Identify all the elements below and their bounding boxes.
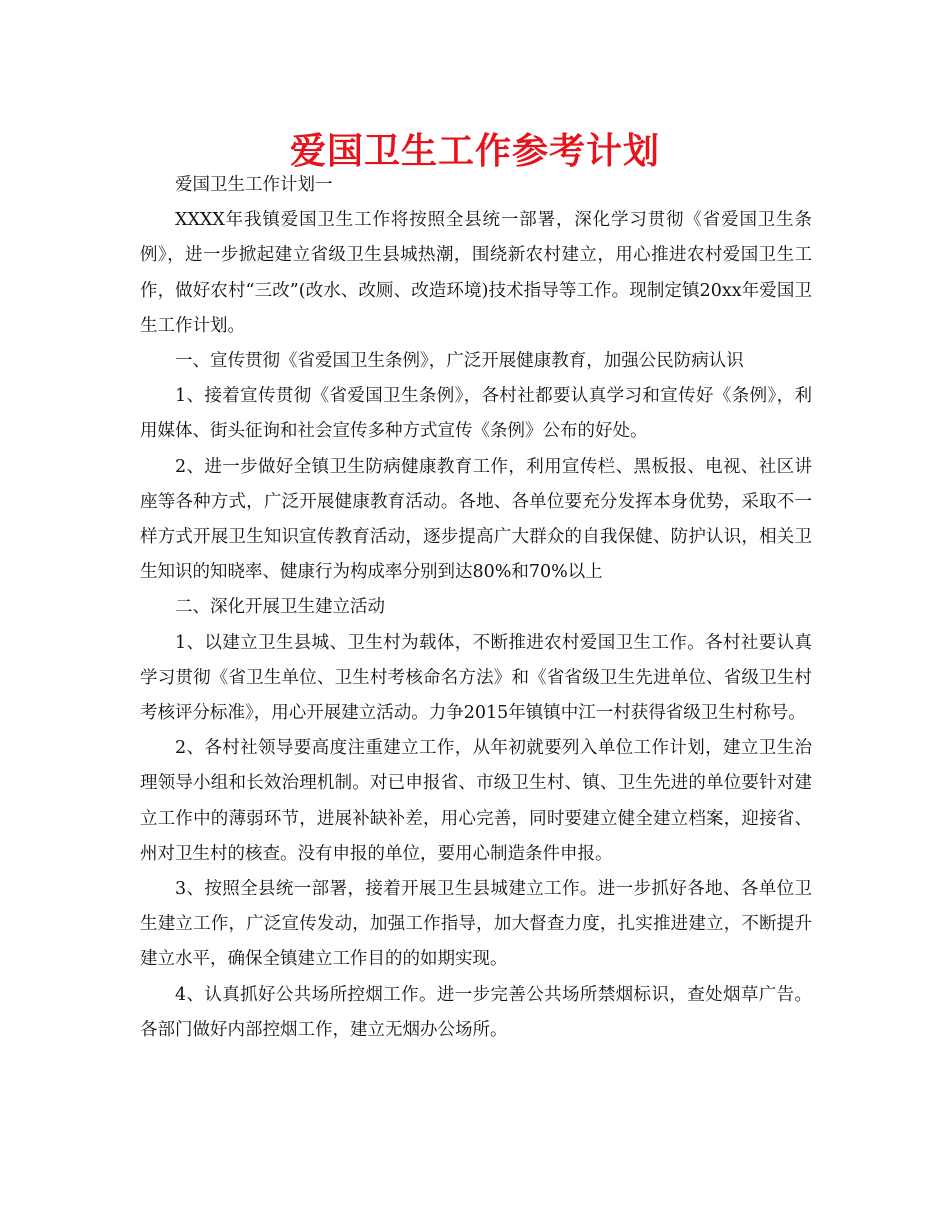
page-title: 爱国卫生工作参考计划 bbox=[289, 131, 660, 172]
paragraph-1-1: 1、接着宣传贯彻《省爱国卫生条例》，各村社都要认真学习和宣传好《条例》，利用媒体、街头征询和社会宣传多种方式宣传《条例》公布的好处。 bbox=[140, 386, 812, 442]
section-subtitle: 爱国卫生工作计划一 bbox=[175, 175, 333, 195]
paragraph-2-3: 3、按照全县统一部署，接着开展卫生县城建立工作。进一步抓好各地、各单位卫生建立工作，广泛宣传发动，加强工作指导，加大督查力度，扎实推进建立，不断提升建立水平，确保全镇建立工作目的的如期实现。 bbox=[140, 879, 812, 970]
paragraph-2-2: 2、各村社领导要高度注重建立工作，从年初就要列入单位工作计划，建立卫生治理领导小组和长效治理机制。对已申报省、市级卫生村、镇、卫生先进的单位要针对建立工作中的薄弱环节，进展补缺补差，用心完善，同时要建立健全建立档案，迎接省、州对卫生村的核查。没有申报的单位，要用心制造条件申报。 bbox=[140, 738, 812, 864]
paragraph-1-2: 2、进一步做好全镇卫生防病健康教育工作，利用宣传栏、黑板报、电视、社区讲座等各种方式，广泛开展健康教育活动。各地、各单位要充分发挥本身优势，采取不一样方式开展卫生知识宣传教育活动，逐步提高广大群众的自我保健、防护认识，相关卫生知识的知晓率、健康行为构成率分别到达80%和70%以上 bbox=[140, 456, 812, 583]
paragraph-2-4: 4、认真抓好公共场所控烟工作。进一步完善公共场所禁烟标识，查处烟草广告。各部门做好内部控烟工作，建立无烟办公场所。 bbox=[140, 984, 812, 1040]
paragraph-2-1: 1、以建立卫生县城、卫生村为载体，不断推进农村爱国卫生工作。各村社要认真学习贯彻《省卫生单位、卫生村考核命名方法》和《省省级卫生先进单位、省级卫生村考核评分标准》，用心开展建立活动。力争2015年镇镇中江一村获得省级卫生村称号。 bbox=[140, 632, 812, 724]
document-body bbox=[140, 168, 812, 1048]
section-heading-2: 二、深化开展卫生建立活动 bbox=[175, 597, 385, 618]
intro-paragraph: XXXX年我镇爱国卫生工作将按照全县统一部署，深化学习贯彻《省爱国卫生条例》，进一步掀起建立省级卫生县城热潮，围绕新农村建立，用心推进农村爱国卫生工作，做好农村“三改”(改水、改厕、改造环境)技术指导等工作。现制定镇20xx年爱国卫生工作计划。 bbox=[140, 210, 812, 336]
section-heading-1: 一、宣传贯彻《省爱国卫生条例》，广泛开展健康教育，加强公民防病认识 bbox=[175, 351, 744, 372]
